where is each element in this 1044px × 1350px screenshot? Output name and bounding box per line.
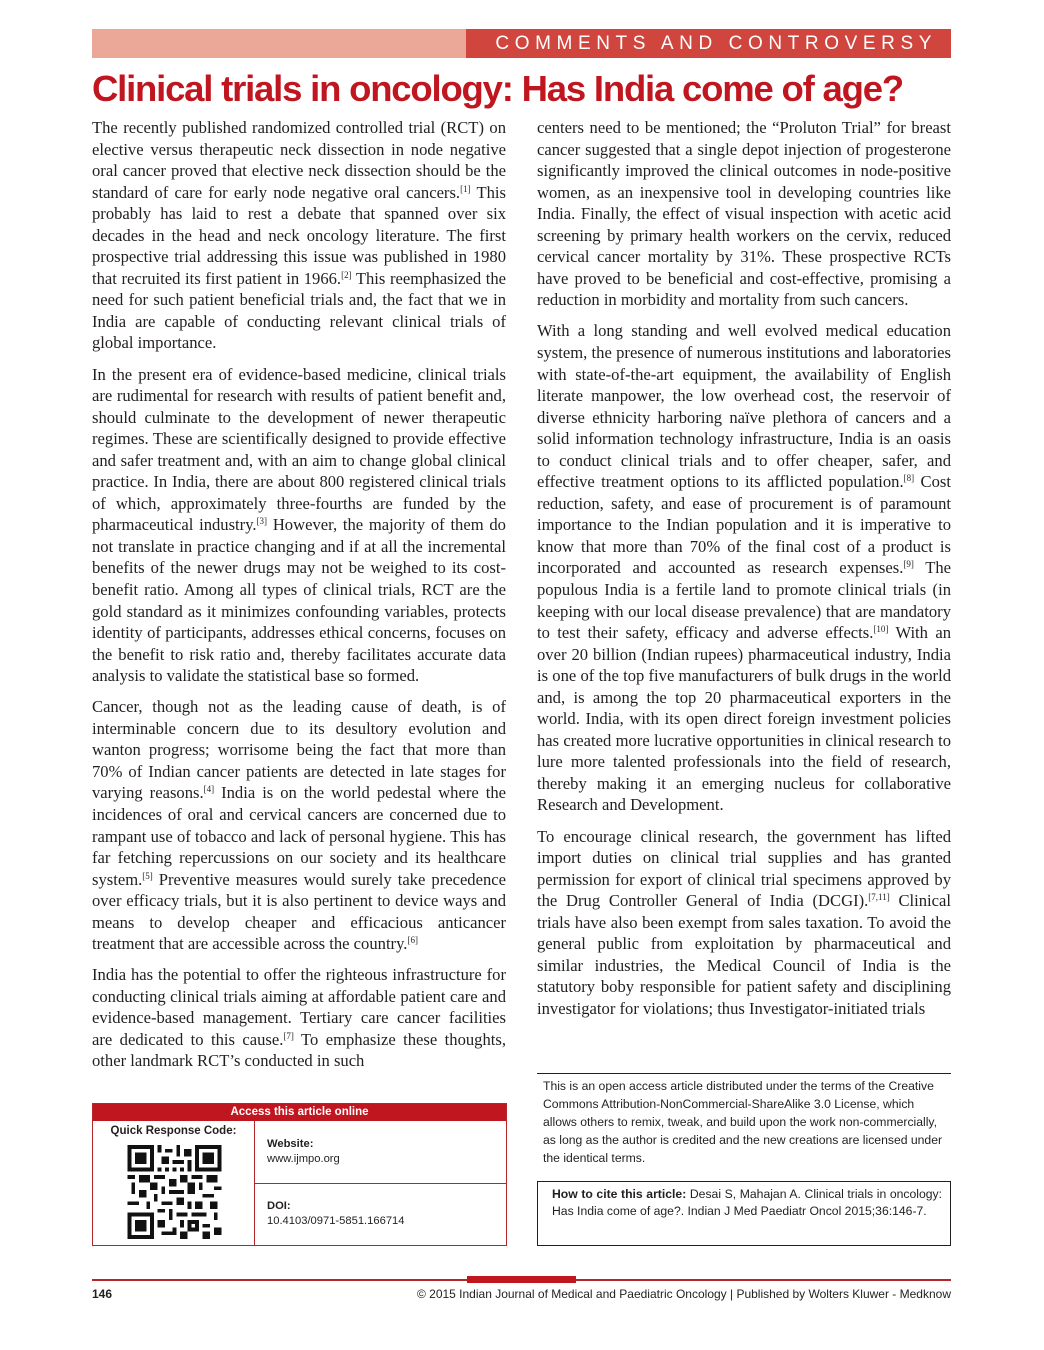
section-label: COMMENTS AND CONTROVERSY — [466, 29, 951, 58]
citation-box — [537, 1181, 951, 1246]
citation-ref[interactable]: [1] — [460, 183, 471, 194]
citation-ref[interactable]: [3] — [256, 516, 268, 527]
citation-ref[interactable]: [6] — [407, 935, 418, 946]
paragraph: In the present era of evidence-based medicine, clinical trials are rudimental for research with results of patient benefit and, should culminate to the development of newer therapeutic regimes. These are scientifically designed to provide effective and safer treatment and, with an aim to change global clinical practice. In India, there are about 800 registered clinical trials of which, approximately three-fourths are funded by the pharmaceutical industry.[3] However, the majority of them do not translate in practice changing and if at all the incremental benefits of the newer drugs may not be weighed to its cost-benefit ratio. Among all types of clinical trials, RCT are the gold standard as it minimizes confounding variables, protects identity of participants, addresses ethical concerns, focuses on the benefit to risk ratio and, thereby facilitates accurate data analysis to validate the statistical base so formed. — [92, 364, 506, 686]
citation-label: How to cite this article: — [552, 1187, 687, 1201]
citation-ref[interactable]: [2] — [341, 269, 352, 280]
access-article-box — [92, 1103, 507, 1246]
doi-link[interactable]: 10.4103/0971-5851.166714 — [267, 1215, 405, 1228]
paragraph: The recently published randomized controlled trial (RCT) on elective versus therapeutic neck dissection in node negative oral cancer proved that elective neck dissection should be the standard of care for early node negative oral cancers.[1] This probably has laid to rest a debate that spanned over six decades in the head and neck oncology literature. The first prospective trial addressing this issue was published in 1980 that recruited its first patient in 1966.[2] This reemphasized the need for such patient beneficial trials and, the fact that we in India are capable of conducting relevant clinical trials of global importance. — [92, 118, 507, 353]
article-title: Clinical trials in oncology: Has India come of age? — [92, 68, 903, 109]
qr-label: Quick Response Code: — [110, 1125, 237, 1137]
citation-ref[interactable]: [7] — [283, 1030, 294, 1041]
license-note: This is an open access article distributed under the terms of the Creative Commons Attribution-NonCommercial-ShareAlike 3.0 License, which allows others to remix, tweak, and build upon the work non-commercially, as long as the author is credited and the new creations are licensed under the identical terms. — [537, 1073, 951, 1167]
doi-label: DOI: — [267, 1200, 291, 1213]
paragraph: India has the potential to offer the righteous infrastructure for conducting clinical trials aiming at affordable patient care and evidence-based management. Tertiary care cancer facilities are dedicated to this cause.[7] To emphasize these thoughts, other landmark RCT’s conducted in such — [92, 965, 506, 1071]
footer-copyright: © 2015 Indian Journal of Medical and Paediatric Oncology | Published by Wolters Kluwer - Medknow — [416, 1287, 951, 1301]
right-column — [537, 117, 951, 1029]
citation-ref[interactable]: [9] — [903, 559, 914, 570]
paragraph: Cancer, though not as the leading cause of death, is of interminable concern due to its desultory evolution and wanton progress; worrisome being the fact that more than 70% of Indian cancer patients are detected in late stages for varying reasons.[4] India is on the world pedestal where the incidences of oral and cervical cancers are concerned due to rampant use of tobacco and lack of personal hygiene. This has far fetching repercussions on our society and its healthcare system.[5] Preventive measures would surely take precedence over efficacy trials, but it is also pertinent to device ways and means to develop cheaper and efficacious anticancer treatment that are accessible across the country.[6] — [92, 697, 506, 954]
citation-text: Desai S, Mahajan A. Clinical trials in oncology: Has India come of age?. Indian J Med Paediatr Oncol 2015;36:146-7. — [552, 1187, 942, 1218]
paragraph: centers need to be mentioned; the “Proluton Trial” for breast cancer suggested that a single depot injection of progesterone significantly improved the clinical outcomes in node-positive women, as an inexpensive tool in developing countries like India. Finally, the effect of visual inspection with acetic acid screening by primary health workers on the cervix, reduced cervical cancer mortality by 31%. These prospective RCTs have proved to be beneficial and cost-effective, promising a reduction in morbidity and mortality from such cancers. — [537, 118, 951, 310]
left-column — [92, 117, 506, 1082]
access-box-header: Access this article online — [93, 1104, 506, 1121]
qr-code-icon[interactable] — [127, 1145, 222, 1239]
page-number: 146 — [92, 1287, 113, 1301]
citation-ref[interactable]: [7,11] — [868, 892, 890, 903]
website-link[interactable]: www.ijmpo.org — [267, 1152, 340, 1165]
doi-cell — [255, 1184, 506, 1246]
paragraph: With a long standing and well evolved medical education system, the presence of numerous institutions and laboratories with state-of-the-art equipment, the availability of English literate manpower, the low overhead cost, the reservoir of diverse ethnicity harboring naïve plethora of cancers and a solid information technology infrastructure, India is an oasis to conduct clinical trials and to offer cheaper, safer, and effective treatment options to its afflicted population.[8] Cost reduction, safety, and ease of procurement is of paramount importance to the Indian population and it is imperative to know that more than 70% of the final cost of a product is incorporated and accounted as research expenses.[9] The populous India is a fertile land to promote clinical trials (in keeping with our local disease prevalence) that are mandatory to test their safety, efficacy and adverse effects.[10] With an over 20 billion (Indian rupees) pharmaceutical industry, India is one of the top five manufacturers of bulk drugs in the world and, is among the top 20 pharmaceutical exporters in the world. India, with its open direct foreign investment policies has created more lucrative opportunities in clinical research to lure more talented professionals into the field of research, thereby making it an emerging nucleus for collaborative Research and Development. — [537, 321, 951, 815]
citation-ref[interactable]: [8] — [903, 473, 915, 484]
website-cell — [255, 1121, 506, 1184]
footer-accent-bar — [467, 1276, 576, 1283]
paragraph: To encourage clinical research, the government has lifted import duties on clinical trial supplies and has granted permission for export of clinical trial specimens approved by the Drug Controller General of India (DCGI).[7,11] Clinical trials have also been exempt from sales taxation. To avoid the general public from exploitation by pharmaceutical and similar industries, the Medical Council of India is the statutory boby responsible for patient safety and disciplining investigator for violations; thus Investigator-initiated trials — [537, 826, 951, 1018]
qr-cell — [93, 1121, 255, 1245]
website-label: Website: — [267, 1137, 314, 1150]
citation-ref[interactable]: [5] — [142, 870, 153, 881]
citation-ref[interactable]: [10] — [873, 624, 889, 635]
citation-ref[interactable]: [4] — [203, 784, 215, 795]
section-band — [92, 29, 951, 58]
